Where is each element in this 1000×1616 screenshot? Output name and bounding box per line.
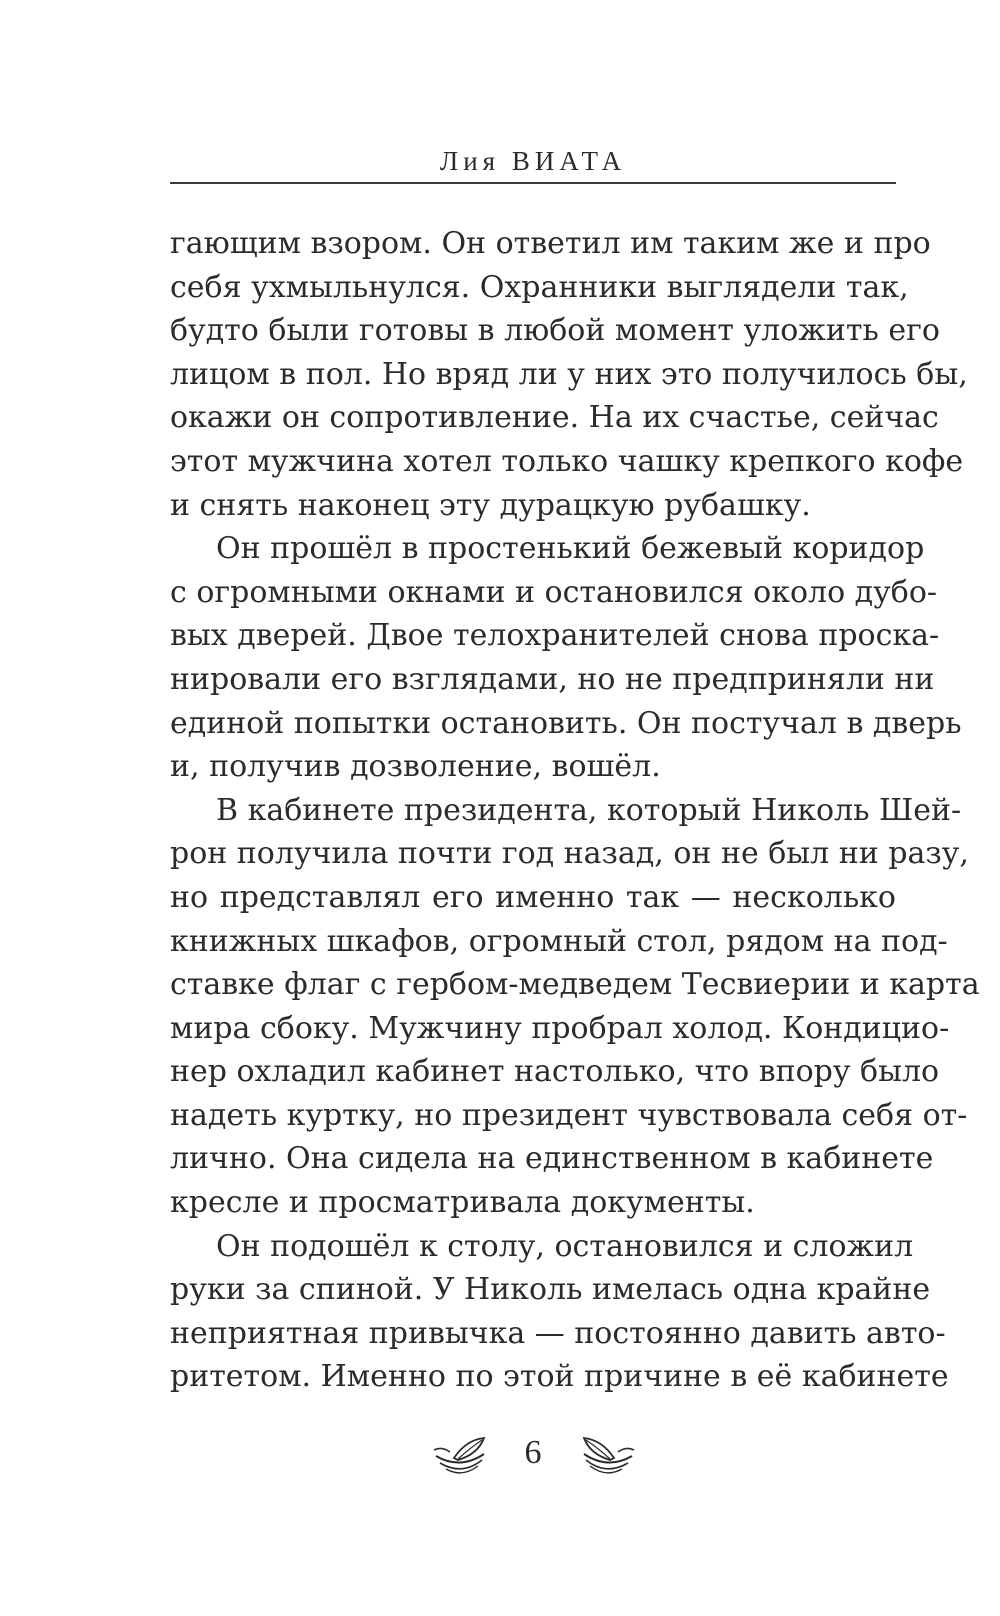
- body-text: [170, 222, 980, 1399]
- page-footer: [400, 1428, 666, 1488]
- text-line: ставке флаг с гербом-медведем Тесвиерии и карта: [170, 967, 980, 1003]
- text-line: себя ухмыльнулся. Охранники выглядели так,: [170, 269, 909, 305]
- text-line: нировали его взглядами, но не предприняли ни: [170, 661, 935, 697]
- text-line: книжных шкафов, огромный стол, рядом на под-: [170, 923, 948, 959]
- text-line: кресле и просматривала документы.: [170, 1185, 755, 1221]
- leaf-bowl-ornament-icon: [578, 1436, 636, 1480]
- text-line: этот мужчина хотел только чашку крепкого кофе: [170, 443, 964, 479]
- text-line: будто были готовы в любой момент уложить его: [170, 313, 940, 349]
- text-line: окажи он сопротивление. На их счастье, сейчас: [170, 400, 939, 436]
- text-line: и, получив дозволение, вошёл.: [170, 749, 661, 785]
- text-line: рон получила почти год назад, он не был ни разу,: [170, 836, 969, 872]
- text-line: с огромными окнами и остановился около дубо-: [170, 574, 938, 610]
- text-line: надеть куртку, но президент чувствовала себя от-: [170, 1097, 968, 1133]
- text-line: В кабинете президента, который Николь Шей-: [216, 792, 962, 828]
- text-line: нер охладил кабинет настолько, что впору было: [170, 1054, 940, 1090]
- text-line: Он подошёл к столу, остановился и сложил: [216, 1228, 914, 1264]
- text-line: лицом в пол. Но вряд ли у них это получилось бы,: [170, 356, 968, 392]
- running-head-author: Лия ВИАТА: [439, 146, 627, 176]
- text-line: гающим взором. Он ответил им таким же и про: [170, 226, 931, 261]
- text-line: единой попытки остановить. Он постучал в дверь: [170, 705, 962, 741]
- text-line: Он прошёл в простенький бежевый коридор: [216, 531, 925, 567]
- text-line: вых дверей. Двое телохранителей снова проска-: [170, 618, 940, 654]
- text-line: мира сбоку. Мужчину пробрал холод. Кондицио-: [170, 1010, 950, 1046]
- header-rule: [170, 182, 896, 184]
- text-line: лично. Она сидела на единственном в кабинете: [170, 1141, 934, 1177]
- text-line: ритетом. Именно по этой причине в её кабинете: [170, 1359, 949, 1395]
- text-line: но представлял его именно так — несколько: [170, 879, 896, 915]
- page-number: 6: [524, 1434, 542, 1471]
- text-line: руки за спиной. У Николь имелась одна крайне: [170, 1272, 931, 1308]
- text-line: неприятная привычка — постоянно давить авто-: [170, 1315, 946, 1351]
- text-line: и снять наконец эту дурацкую рубашку.: [170, 487, 811, 523]
